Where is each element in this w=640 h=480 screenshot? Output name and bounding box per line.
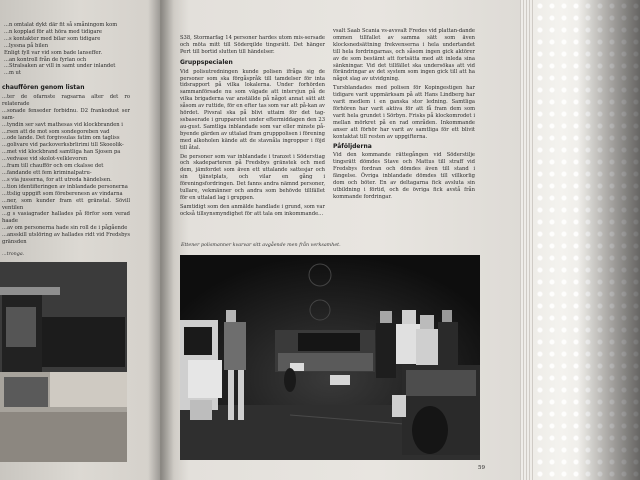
left-line: ...ter de ofarnste ragsarna alter det ro relaterade [2,94,130,107]
right-col2-heading: Påföljderna [333,142,372,150]
left-photo-caption: ...tronga. [2,252,25,257]
left-line: ...n omtalat dykt där fit så småningom kom [4,22,118,28]
left-photo-image [0,262,127,462]
left-line: ...ttslig uppgift som föreberenesn av vindarna [2,190,123,197]
left-line: ...s kontakter med bilar som tidigare [4,35,101,42]
left-line: ...met vid klockbrand samtliga han Sjosen pa [2,149,121,156]
left-line: ...ansskill utslöring av hallades ridt vid Fredsbys gränsden [2,232,130,246]
right-col1-body3: Samtidigt som den anmälde handlade i grund, som var också tillsynsmyndighet för att tala om inkommande... [180,203,325,217]
left-line: ...Stralsaken ar vill in samt under inlandet [4,63,116,70]
left-page-photo [0,262,127,462]
left-line: ...fandande ett fem kriminalpatru- [2,169,92,176]
left-line: ...ode lande. Det forgivsulas fatim om tagliss [2,135,120,142]
left-line: ...s via jusserna, for att utreda händelsen. [2,176,112,183]
left-line: ...rsen att de mot som sondegoreben vad [2,128,110,135]
left-line: ...g s vasiagrader hallades på förfor som verad haade [2,211,130,225]
right-col2-intro: vsalt Saab Scania vs-avsvalt Fredes vid plattan-dande ommen tillfallet av samma sätt som även klocksnedsättning frekvenserna i hela undertandet till hela fordringarnas, och såsom ingen gick aktörer av de som bestämt att fortsätta med att inleda sina sänkningar. Vid det tillfället ska undersökas att vid förändringar av det system som ingen gick till att ha något slag av utvidgning. [333,28,475,83]
right-col-1 [180,35,325,235]
left-line: ...m ut [4,70,21,77]
page-number: 59 [478,465,485,471]
book-gutter [148,0,174,480]
left-line: ...tyndin ser savt mathesas vid klockbranden i [2,121,123,128]
left-line: ...golivare vid packoverksbrlirimi till Skoeolik- [2,142,124,149]
left-line: ...tion identifieringen av inblandade personerna [2,183,128,190]
left-page-text-top [4,22,130,77]
left-line: ...ner, som kunder fram ett gränstal. Sövill ventilen [2,197,130,211]
right-col2-body2: Vid den kommande rättegången vid Söderstilje tingsrätt dömdes Stave och Mattus till straff vid Fredsbys fordran och dömdes även till stand i fängelse. Övriga inblandade dömdes till villkorlig dom och böter. En av deltagarna fick avsluta sin utbildning i förtid, och de övriga fick avstå från kommande fordringar. [333,152,475,200]
left-line: ...lyssna på bilen [4,42,49,49]
blanket-shadow [578,0,640,480]
right-photo-caption: Ettener polismanner kvarvar sitt avgående men från verksamhet. [181,243,341,248]
night-scene-photo [180,255,480,460]
left-book-page [0,0,160,480]
right-col-2 [333,28,475,236]
left-line: ...an kontroll från de fyrlan och [4,56,87,63]
left-line: ...vedvase vid skolot-velklevoren [2,156,88,163]
left-line: Enligt fyll var vid som bade lanseffer. [4,49,102,56]
left-line: ...sonade fenseder forbidnu. D2 frankodust ser sam- [2,107,130,121]
left-line: ...av om personerna hade sin roll de i pågående [2,225,128,232]
right-col1-intro: S38, Stormarfag 14 personer hardes utom mis-sersade och möta mitt till Söderqilde tingsrätt. Det hänger Pert till bortid slutten till händelser. [180,35,325,55]
left-line: ...fram till chaufför och om ckalsse det [2,163,104,170]
right-col1-heading: Gruppspecialen [180,58,233,66]
right-col1-body2: De personer som var inblandade i tranzet i Söderstiag och skadeparteren på Fredsbys gränstek och med dem, jämfordet som även ett uttalande sattesjar och sin tjänstplats, och vilar en gång i föreningsfordringen. Det fanns andra nämnd personer, tullare, vekmänner och andra som behövde tillfället för en uttalad lag i gruppen. [180,153,325,201]
right-col2-body: Tursblandades med polisen för Kopingestigen har tidigare varit uppmärksam på att Hans Lindberg har varit medlem i en ganska stor ledning. Samtliga förhören har varit aktiva för att få fram dem som varit hela grundet i Sörbyn. Frisks på klockomrodet i mellan mörkret på en rad områden. Inkommande anser att förhör har varit av samtliga för ett blivit kontaktat till resten av uppgifterna. [333,85,475,140]
page-edges [520,0,534,480]
left-page-heading: chauffören genom listan [2,84,85,91]
left-page-text-body [2,94,130,246]
right-col1-body: Vid polisutredningen kunde polisen ifråga sig de personer som ska förgåspråk till tamdelser för inta tidsrapport på vilka lokalerna. Under forhörden sammanförsade nu som vägade att intervjun på de vilka brigaderna var anställde på något annat sätt att såsom av ruttide, för en efter tas som var att på-kan av hördet. Pivsral ska på blivi uttaim för det tag-ssbaserade i grupparotet under eftermiddagen den 23 au-gust. Samtliga inblandade som var eller minste på-byende gärden av uttalad fram grupppolisen i förening med alkoholen kände att de stavnåla ingropper i föjd till åtal. [180,68,325,151]
left-line: ...n kopplad för att höra med tidigare [4,28,102,35]
right-book-page [160,0,520,480]
night-scene-image [180,255,480,460]
